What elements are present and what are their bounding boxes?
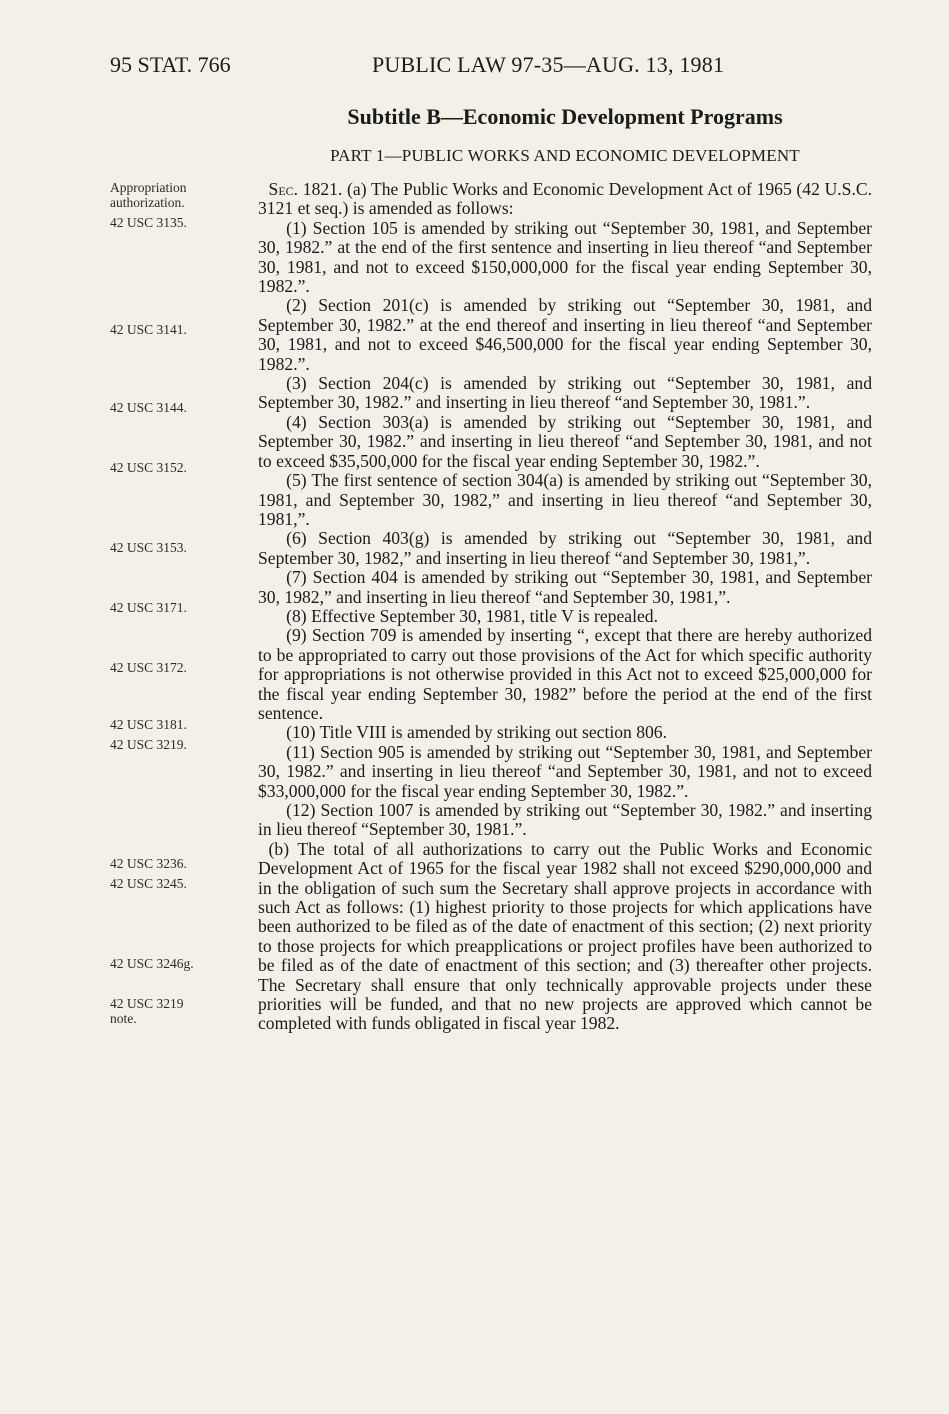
paragraph-11: (11) Section 905 is amended by striking out “September 30, 1981, and September 30, 1982.” and inserting in lieu thereof “and September 30, 1981, and not to exceed $33,000,000 for the fiscal year ending September 30, 1982.”. — [258, 741, 872, 801]
part-heading: PART 1—PUBLIC WORKS AND ECONOMIC DEVELOPMENT — [330, 146, 800, 165]
margin-note-usc: 42 USC 3172. — [110, 660, 187, 675]
subsection-b: (b) The total of all authorizations to carry out the Public Works and Economic Development Act of 1965 for the fiscal year 1982 shall not exceed $290,000,000 and in the obligation of such sum the Secretary shall approve projects in accordance with such Act as follows: (1) highest priority to those projects for which applications have been authorized to be filed as of the date of enactment of this section; (2) next priority to those projects for which preapplications or project profiles have been authorized to be filed as of the date of enactment of this section; and (3) thereafter other projects. The Secretary shall ensure that only technically approvable projects under these priorities will be funded, and that no new projects are approved which cannot be completed with funds obligated in fiscal year 1982. — [258, 838, 872, 1034]
margin-note-usc: 42 USC 3171. — [110, 600, 187, 615]
margin-note-usc: 42 USC 3153. — [110, 540, 187, 555]
page-header — [0, 52, 949, 88]
paragraph-6: (6) Section 403(g) is amended by striking out “September 30, 1981, and September 30, 1982,” and inserting in lieu thereof “and September 30, 1981,”. — [258, 528, 872, 568]
margin-note-usc-note: 42 USC 3219 note. — [110, 996, 184, 1026]
paragraph-2: (2) Section 201(c) is amended by striking out “September 30, 1981, and September 30, 1982.” at the end thereof and inserting in lieu thereof “and September 30, 1981, and not to exceed $46,500,000 for the fiscal year ending September 30, 1982.”. — [258, 295, 872, 374]
margin-note-usc: 42 USC 3152. — [110, 460, 187, 475]
margin-note-appropriation: Appropriation authorization. — [110, 180, 187, 210]
paragraph-5: (5) The first sentence of section 304(a) is amended by striking out “September 30, 1981, and September 30, 1982,” and inserting in lieu thereof “and September 30, 1981,”. — [258, 470, 872, 529]
paragraph-12: (12) Section 1007 is amended by striking out “September 30, 1982.” and inserting in lieu thereof “September 30, 1981.”. — [258, 800, 872, 840]
margin-note-usc: 42 USC 3219. — [110, 737, 187, 752]
paragraph-4: (4) Section 303(a) is amended by striking out “September 30, 1981, and September 30, 1982.” and inserting in lieu thereof “and September 30, 1981, and not to exceed $35,500,000 for the fiscal year ending September 30, 1982.”. — [258, 411, 872, 471]
public-law-citation: PUBLIC LAW 97-35—AUG. 13, 1981 — [372, 52, 725, 77]
margin-note-usc: 42 USC 3144. — [110, 400, 187, 415]
paragraph-7: (7) Section 404 is amended by striking out “September 30, 1981, and September 30, 1982,” and inserting in lieu thereof “and September 30, 1981,”. — [258, 567, 872, 607]
statute-page-number: 95 STAT. 766 — [110, 52, 231, 77]
section-intro-text: 1821. (a) The Public Works and Economic Development Act of 1965 (42 U.S.C. 3121 et seq.) is amended as follows: — [258, 179, 872, 219]
margin-note-usc: 42 USC 3245. — [110, 876, 187, 891]
paragraph-10: (10) Title VIII is amended by striking out section 806. — [286, 722, 667, 743]
paragraph-1: (1) Section 105 is amended by striking out “September 30, 1981, and September 30, 1982.” at the end of the first sentence and inserting in lieu thereof “and September 30, 1981, and not to exceed $150,000,000 for the fiscal year ending September 30, 1982.”. — [258, 217, 872, 297]
margin-note-usc: 42 USC 3141. — [110, 322, 187, 337]
margin-note-usc: 42 USC 3181. — [110, 717, 187, 732]
statute-body — [258, 180, 872, 1034]
section-intro — [258, 180, 872, 219]
margin-note-usc: 42 USC 3246g. — [110, 956, 194, 971]
paragraph-3: (3) Section 204(c) is amended by striking out “September 30, 1981, and September 30, 1982.” and inserting in lieu thereof “and September 30, 1981.”. — [258, 373, 872, 413]
paragraph-9: (9) Section 709 is amended by inserting “, except that there are hereby authorized to be appropriated to carry out those provisions of the Act for which specific authority for appropriations is not otherwise provided in this Act not to exceed $25,000,000 for the fiscal year ending September 30, 1982” before the period at the end of the first sentence. — [258, 625, 872, 723]
paragraph-8: (8) Effective September 30, 1981, title V is repealed. — [286, 605, 658, 626]
subtitle-heading: Subtitle B—Economic Development Programs — [347, 104, 783, 129]
section-label: Sec. — [268, 179, 299, 199]
margin-note-usc: 42 USC 3236. — [110, 856, 187, 871]
margin-note-usc: 42 USC 3135. — [110, 215, 187, 230]
